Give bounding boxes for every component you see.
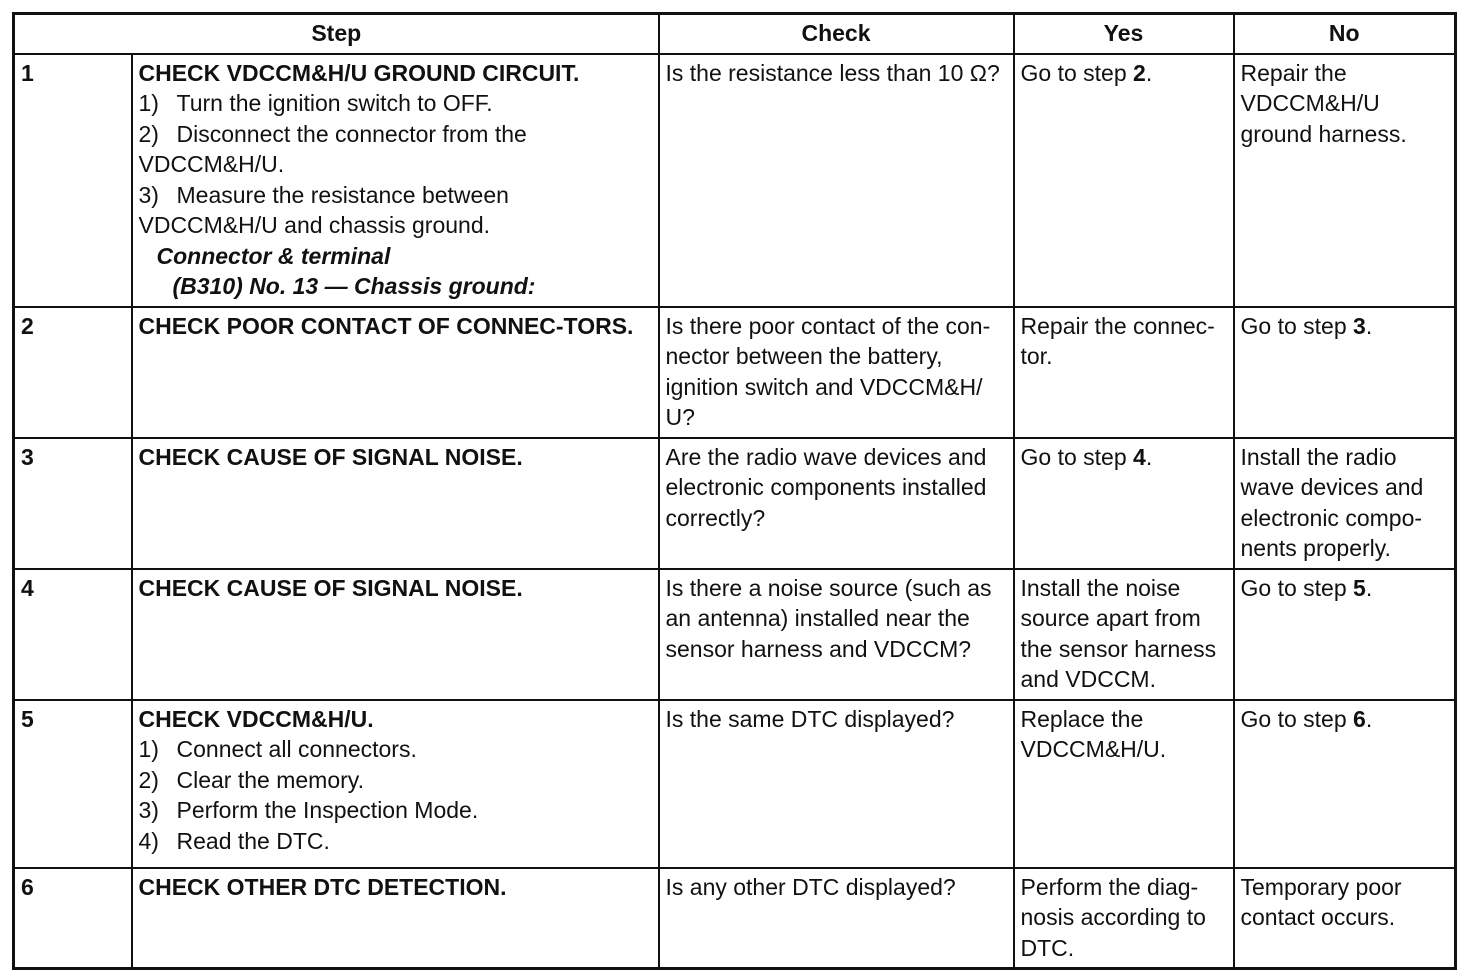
no-cell: Go to step 6. [1234, 700, 1456, 868]
no-cell: Go to step 3. [1234, 307, 1456, 438]
step-number: 3 [14, 438, 132, 569]
header-step: Step [14, 14, 659, 54]
step-title: CHECK CAUSE OF SIGNAL NOISE. [138, 443, 523, 470]
substep: 1) Turn the ignition switch to OFF. [138, 90, 493, 116]
check-cell: Is the resistance less than 10 Ω? [659, 54, 1014, 307]
step-title: CHECK VDCCM&H/U. [138, 705, 374, 732]
check-cell: Are the radio wave devices and electronic components installed correctly? [659, 438, 1014, 569]
substep: 1) Connect all connectors. [138, 736, 417, 762]
step-number: 1 [14, 54, 132, 307]
substep: 2) Clear the memory. [138, 766, 364, 793]
table-header-row [14, 14, 1456, 54]
table-row [14, 54, 1456, 307]
step-number: 2 [14, 307, 132, 438]
yes-cell: Go to step 4. [1014, 438, 1234, 569]
step-title: CHECK POOR CONTACT OF CONNEC-TORS. [138, 312, 634, 339]
no-cell: Repair the VDCCM&H/U ground harness. [1234, 54, 1456, 307]
table-row [14, 700, 1456, 868]
step-description [132, 868, 659, 969]
step-title: CHECK VDCCM&H/U GROUND CIRCUIT. [138, 59, 580, 86]
table-row [14, 307, 1456, 438]
yes-cell: Perform the diag-nosis according to DTC. [1014, 868, 1234, 969]
substep: 3) Measure the resistance between VDCCM&H/U and chassis ground. [138, 181, 509, 238]
check-cell: Is there a noise source (such as an antenna) installed near the sensor harness and VDCCM? [659, 569, 1014, 700]
check-cell: Is there poor contact of the con-nector between the battery, ignition switch and VDCCM&H/ U? [659, 307, 1014, 438]
step-description [132, 307, 659, 438]
header-yes: Yes [1014, 14, 1234, 54]
yes-cell: Replace the VDCCM&H/U. [1014, 700, 1234, 868]
substep: 4) Read the DTC. [138, 827, 330, 854]
step-number: 6 [14, 868, 132, 969]
substep: 2) Disconnect the connector from the VDCCM&H/U. [138, 120, 527, 177]
step-description [132, 700, 659, 868]
step-description [132, 569, 659, 700]
table-row [14, 868, 1456, 969]
no-cell: Temporary poor contact occurs. [1234, 868, 1456, 969]
connector-label: Connector & terminal [156, 242, 391, 269]
table-row [14, 569, 1456, 700]
check-cell: Is the same DTC displayed? [659, 700, 1014, 868]
yes-cell: Install the noise source apart from the sensor harness and VDCCM. [1014, 569, 1234, 700]
substep: 3) Perform the Inspection Mode. [138, 797, 479, 823]
header-no: No [1234, 14, 1456, 54]
step-number: 5 [14, 700, 132, 868]
step-title: CHECK CAUSE OF SIGNAL NOISE. [138, 574, 523, 601]
check-cell: Is any other DTC displayed? [659, 868, 1014, 969]
step-title: CHECK OTHER DTC DETECTION. [138, 873, 507, 900]
yes-cell: Repair the connec-tor. [1014, 307, 1234, 438]
no-cell: Go to step 5. [1234, 569, 1456, 700]
no-cell: Install the radio wave devices and electronic compo-nents properly. [1234, 438, 1456, 569]
diagnostic-procedure-table [12, 12, 1457, 970]
yes-cell: Go to step 2. [1014, 54, 1234, 307]
connector-value: (B310) No. 13 — Chassis ground: [172, 273, 536, 299]
header-check: Check [659, 14, 1014, 54]
step-description [132, 54, 659, 307]
table-row [14, 438, 1456, 569]
step-description [132, 438, 659, 569]
step-number: 4 [14, 569, 132, 700]
